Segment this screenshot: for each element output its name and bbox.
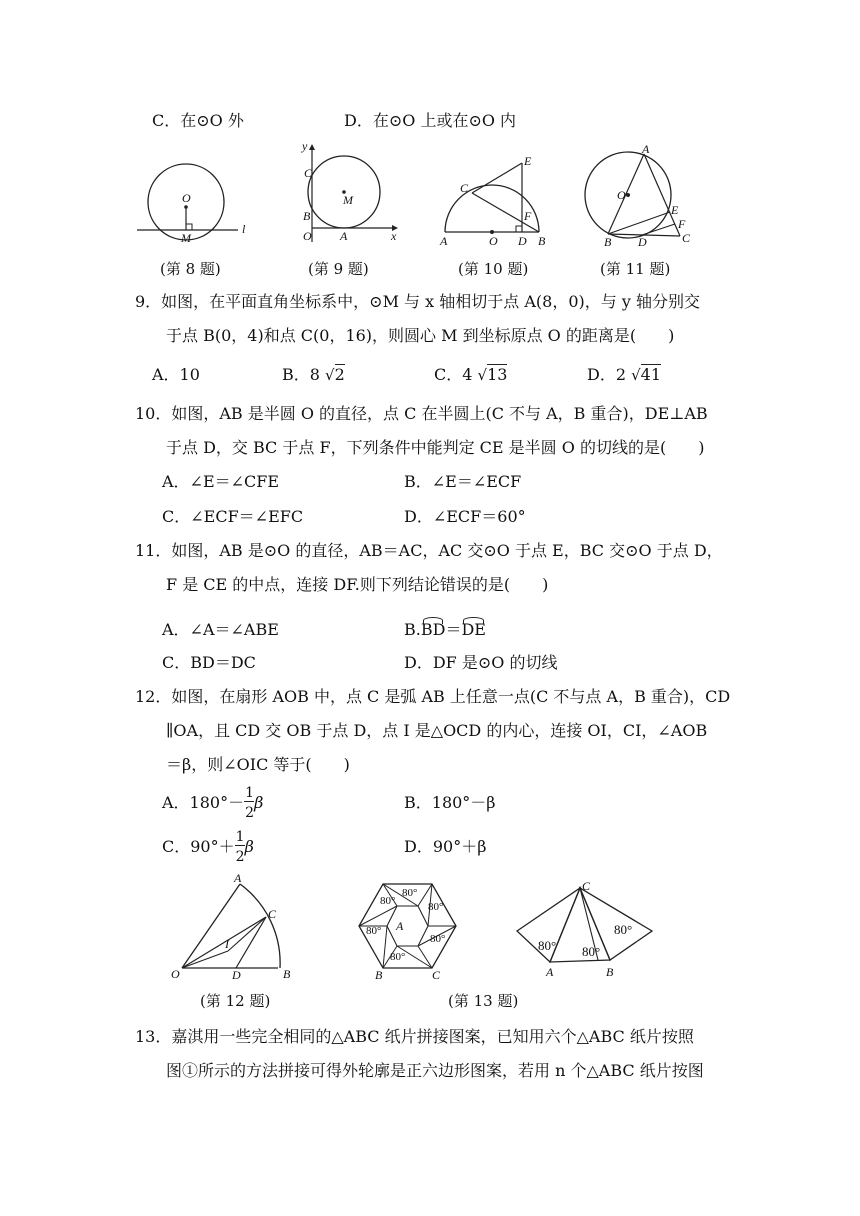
fig13-angle-upper-left: 80° (380, 895, 396, 907)
q8-option-d: D．在⊙O 上或在⊙O 内 (344, 111, 517, 130)
q12-option-a-beta: β (254, 793, 264, 812)
sqrt-icon: √ (631, 366, 641, 384)
figure-12 (168, 868, 303, 983)
q9-option-c-radicand: 13 (487, 365, 508, 384)
fig12-label-b: B (283, 967, 291, 981)
q9-line-2: 于点 B(0，4)和点 C(0，16)，则圆心 M 到坐标原点 O 的距离是( ) (166, 326, 675, 345)
fig10-label-c: C (460, 181, 469, 195)
q10-option-a: A．∠E＝∠CFE (162, 472, 280, 491)
fig13-angle-left: 80° (366, 925, 382, 937)
q11-arc-de-text: DE (461, 620, 486, 639)
arc-icon (423, 617, 444, 624)
q9-option-b-radicand: 2 (334, 365, 345, 384)
q10-option-c: C．∠ECF＝∠EFC (162, 507, 304, 526)
q11-option-b-equals: ＝ (445, 620, 462, 639)
fig13-angle-lower-right: 80° (430, 933, 446, 945)
fig9-label-o: O (303, 229, 312, 243)
figure-13-hexagon (350, 878, 465, 983)
q11-option-b-label: B. (404, 620, 421, 639)
figure-9 (292, 140, 407, 250)
fig12-label-a: A (234, 871, 242, 885)
fig10-label-f: F (524, 209, 532, 223)
q9-option-a: A．10 (152, 365, 200, 384)
fig13-tri-angle-left: 80° (538, 938, 557, 953)
q10-line-1: 10．如图，AB 是半圆 O 的直径，点 C 在半圆上(C 不与 A，B 重合)，DE⊥AB (135, 404, 708, 423)
q12-option-c (162, 829, 254, 865)
fig10-label-o: O (489, 234, 498, 248)
q11-arc-bd (421, 619, 446, 641)
fig10-label-b: B (538, 234, 546, 248)
q11-option-b (404, 619, 486, 641)
q12-option-c-beta: β (244, 837, 254, 856)
q12-option-a-text: A．180°－ (162, 793, 245, 812)
q11-line-1: 11．如图，AB 是⊙O 的直径，AB＝AC，AC 交⊙O 于点 E，BC 交⊙O 于点 D， (135, 541, 723, 560)
sqrt-icon: √ (477, 366, 488, 384)
q12-option-c-text: C．90°＋ (162, 837, 235, 856)
q9-line-1: 9．如图，在平面直角坐标系中，⊙M 与 x 轴相切于点 A(8，0)，与 y 轴分别交 (135, 292, 700, 311)
fig13-tri-label-c: C (582, 879, 591, 893)
fraction-denominator: 2 (245, 805, 255, 821)
q9-option-b (282, 364, 345, 386)
fraction-half (244, 785, 255, 821)
q11-option-a: A．∠A＝∠ABE (162, 620, 279, 639)
fig12-label-d: D (232, 968, 241, 982)
caption-fig10: (第 10 题) (458, 260, 529, 278)
fig11-label-c: C (682, 231, 691, 245)
fig9-label-x: x (391, 229, 397, 243)
fig13-hex-label-c: C (432, 968, 441, 982)
fig12-label-o: O (171, 967, 180, 981)
fig10-label-e: E (524, 154, 532, 168)
fig11-label-d: D (638, 235, 647, 249)
fig12-label-i: I (225, 937, 229, 951)
fig8-label-m: M (181, 231, 191, 245)
fig11-label-o: O (617, 188, 626, 202)
q12-option-d: D．90°＋β (404, 837, 487, 856)
fraction-numerator: 1 (245, 785, 255, 801)
fraction-half (235, 829, 245, 865)
fig13-hex-label-a: A (396, 919, 404, 933)
caption-fig8: (第 8 题) (160, 260, 221, 278)
fig12-label-c: C (268, 907, 277, 921)
fig10-label-a: A (440, 234, 448, 248)
caption-fig9: (第 9 题) (308, 260, 369, 278)
caption-fig11: (第 11 题) (600, 260, 671, 278)
q9-option-b-coef: B．8 (282, 365, 320, 384)
q13-line-2: 图①所示的方法拼接可得外轮廓是正六边形图案，若用 n 个△ABC 纸片按图 (166, 1061, 704, 1080)
q11-arc-de (461, 619, 486, 641)
fig13-angle-bottom: 80° (390, 951, 406, 963)
q9-option-c (434, 364, 507, 386)
fig9-label-m: M (343, 193, 353, 207)
sqrt-icon: √ (325, 366, 335, 384)
fig11-label-f: F (678, 217, 686, 231)
fraction-numerator: 1 (235, 829, 245, 845)
fig9-label-y: y (302, 139, 308, 153)
fig8-label-o: O (182, 191, 191, 205)
q9-option-d (587, 364, 661, 386)
q12-line-2: ∥OA，且 CD 交 OB 于点 D，点 I 是△OCD 的内心，连接 OI，CI，∠AOB (166, 721, 708, 740)
fig8-label-l: l (242, 222, 246, 236)
figure-13-triangles (510, 876, 660, 981)
q10-option-d: D．∠ECF＝60° (404, 507, 526, 526)
q11-arc-bd-text: BD (420, 620, 446, 639)
fig13-angle-top: 80° (402, 887, 418, 899)
q11-option-d: D．DF 是⊙O 的切线 (404, 653, 558, 672)
q10-option-b: B．∠E＝∠ECF (404, 472, 522, 491)
fig9-label-b: B (303, 209, 311, 223)
q9-option-d-radicand: 41 (640, 365, 662, 384)
q10-line-2: 于点 D，交 BC 于点 F，下列条件中能判定 CE 是半圆 O 的切线的是( ) (166, 438, 705, 457)
fig13-angle-upper-right: 80° (428, 901, 444, 913)
fig13-tri-angle-right: 80° (614, 922, 633, 937)
q8-option-c: C．在⊙O 外 (152, 111, 244, 130)
fig11-label-e: E (671, 203, 679, 217)
arc-icon (463, 617, 484, 624)
q12-option-a (162, 785, 264, 821)
figure-10 (430, 150, 555, 250)
q11-line-2: F 是 CE 的中点，连接 DF.则下列结论错误的是( ) (166, 575, 549, 594)
figure-8 (130, 160, 255, 250)
q12-line-3: ＝β，则∠OIC 等于( ) (166, 755, 350, 774)
fig13-tri-angle-middle: 80° (582, 944, 601, 959)
q11-option-c: C．BD＝DC (162, 653, 256, 672)
fig9-label-a: A (340, 229, 348, 243)
q12-option-b: B．180°－β (404, 793, 496, 812)
q13-line-1: 13．嘉淇用一些完全相同的△ABC 纸片拼接图案，已知用六个△ABC 纸片按照 (135, 1027, 694, 1046)
q9-option-d-coef: D．2 (587, 365, 627, 384)
fig13-tri-label-b: B (606, 965, 614, 979)
figure-11 (578, 140, 703, 250)
fig11-label-b: B (604, 235, 612, 249)
fig13-hex-label-b: B (375, 968, 383, 982)
q9-option-c-coef: C．4 (434, 365, 473, 384)
fig9-label-c: C (304, 166, 313, 180)
caption-fig13: (第 13 题) (448, 992, 519, 1010)
fig13-tri-label-a: A (546, 965, 554, 979)
q12-line-1: 12．如图，在扇形 AOB 中，点 C 是弧 AB 上任意一点(C 不与点 A，B 重合)，CD (135, 687, 731, 706)
fig10-label-d: D (518, 234, 527, 248)
fraction-denominator: 2 (235, 849, 245, 865)
fig11-label-a: A (642, 142, 650, 156)
caption-fig12: (第 12 题) (200, 992, 271, 1010)
